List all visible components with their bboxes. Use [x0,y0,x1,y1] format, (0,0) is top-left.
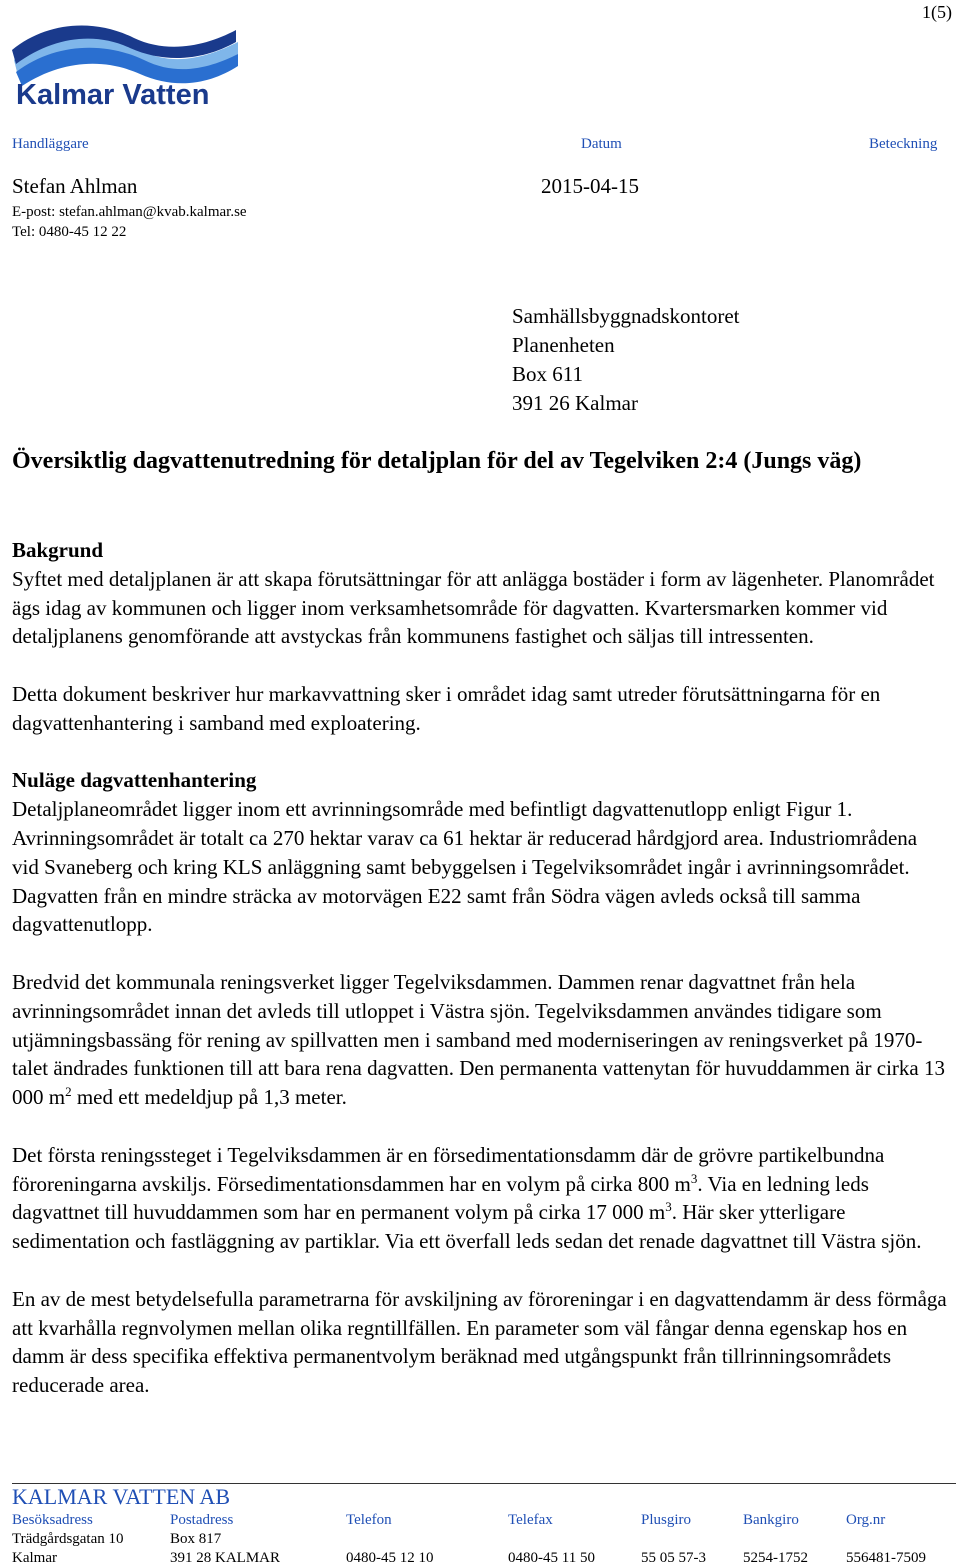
section-heading-bakgrund: Bakgrund [12,538,104,562]
text-run: Det första reningssteget i Tegelviksdammen är en försedimentationsdamm där de grövre partikelbundna föroreningarna avskiljs. Försedimentationsdammen har en volym på cirka 800 m [12,1142,885,1196]
footer-col-telefon [346,1511,434,1568]
footer-value [508,1530,595,1549]
footer-value: 556481-7509 [846,1550,926,1566]
footer-value: 391 28 KALMAR [170,1550,281,1566]
recipient-address [512,302,739,418]
footer-value: Trädgårdsgatan 10 [12,1531,124,1547]
page-number: 1(5) [922,2,952,22]
recipient-line: Samhällsbyggnadskontoret [512,304,740,328]
footer-value: Kalmar [12,1550,57,1566]
superscript: 3 [665,1199,672,1215]
footer-label: Postadress [170,1512,234,1528]
footer-value [743,1530,808,1549]
footer-label: Telefax [508,1512,553,1528]
handlaggare-name: Stefan Ahlman [12,174,138,198]
footer-col-postadress [170,1511,280,1568]
paragraph [12,968,948,1112]
paragraph: Detaljplaneområdet ligger inom ett avrinningsområde med befintligt dagvattenutlopp enligt Figur 1. Avrinningsområdet är totalt ca 270 hektar varav ca 61 hektar är reducerad hårdgjord area. Industriområdena vid Svaneberg och kring KLS anläggning samt bebyggelsen i Tegelviksområdet ingår i avrinningsområdet. Dagvatten från en mindre sträcka av motorvägen E22 samt från Södra vägen avleds också till samma dagvattenutlopp. [12,797,918,937]
footer-value: 0480-45 12 10 [346,1550,434,1566]
footer-value [846,1530,926,1549]
footer-col-orgnr [846,1511,926,1568]
document-body [12,536,948,1429]
logo-text: Kalmar Vatten [16,79,210,111]
footer-value [346,1530,434,1549]
footer-label: Org.nr [846,1512,886,1528]
superscript: 2 [65,1084,72,1100]
document-title: Översiktlig dagvattenutredning för detaljplan för del av Tegelviken 2:4 (Jungs väg) [12,448,862,474]
footer-label: Telefon [346,1512,392,1528]
text-run: Bredvid det kommunala reningsverket ligger Tegelviksdammen. Dammen renar dagvattnet från hela avrinningsområdet innan det avleds till utloppet i Västra sjön. Tegelviksdammen användes tidigare som utjämningsbassäng för rening av spillvatten men i samband med moderniseringen av reningsverket på 1970-talet ändrades funktionen till att bara rena dagvatten. Den permanenta vattenytan för huvuddammen är cirka 13 000 m [12,969,945,1110]
footer-value [641,1530,706,1549]
datum-label: Datum [581,136,622,152]
kalmar-vatten-logo [10,20,242,112]
footer-label: Plusgiro [641,1512,692,1528]
document-date: 2015-04-15 [541,174,639,198]
section-heading-nulage: Nuläge dagvattenhantering [12,768,257,793]
recipient-line: Planenheten [512,333,615,357]
recipient-line: Box 611 [512,362,583,386]
footer-label: Bankgiro [743,1512,799,1528]
paragraph: En av de mest betydelsefulla parametrarna för avskiljning av föroreningar i en dagvattendamm är dess förmåga att kvarhålla regnvolymen mellan olika regntillfällen. En parameter som väl fångar denna egenskap hos en damm är dess specifika effektiva permanentvolym beräknad med utgångspunkt från tillrinningsområdets reducerade area. [12,1286,947,1398]
footer-col-plusgiro [641,1511,706,1568]
footer-col-bankgiro [743,1511,808,1568]
footer-company: KALMAR VATTEN AB [12,1484,230,1509]
footer-col-telefax [508,1511,595,1568]
footer-label: Besöksadress [12,1512,93,1528]
superscript: 3 [690,1170,698,1186]
beteckning-label: Beteckning [869,136,938,152]
paragraph [12,1141,948,1256]
footer-value: Box 817 [170,1531,222,1547]
text-run: . Här sker ytterligare sedimentation och fastläggning av partiklar. Via ett överfall leds sedan det renade dagvattnet till Västra sjön. [12,1200,922,1254]
footer-value: 5254-1752 [743,1550,808,1566]
contact-phone: Tel: 0480-45 12 22 [12,224,127,240]
handlaggare-label: Handläggare [12,136,89,152]
text-run: med ett medeldjup på 1,3 meter. [71,1085,347,1110]
paragraph: Syftet med detaljplanen är att skapa förutsättningar för att anlägga bostäder i form av lägenheter. Planområdet ägs idag av kommunen och ligger inom verksamhetsområde för dagvatten. Kvartersmarken kommer vid detaljplanens genomförande att avstyckas från kommunens fastighet och säljas till intressenten. [12,566,935,649]
contact-email: E-post: stefan.ahlman@kvab.kalmar.se [12,204,247,220]
footer-col-besoksadress [12,1511,124,1568]
paragraph: Detta dokument beskriver hur markavvattning sker i området idag samt utreder förutsättningarna för en dagvattenhantering i samband med exploatering. [12,681,881,735]
text-run: . Via en ledning leds dagvattnet till huvuddammen som har en permanent volym på cirka 17 000 m [12,1171,869,1225]
recipient-line: 391 26 Kalmar [512,391,638,415]
footer-value: 0480-45 11 50 [508,1550,595,1566]
footer-value: 55 05 57-3 [641,1550,706,1566]
